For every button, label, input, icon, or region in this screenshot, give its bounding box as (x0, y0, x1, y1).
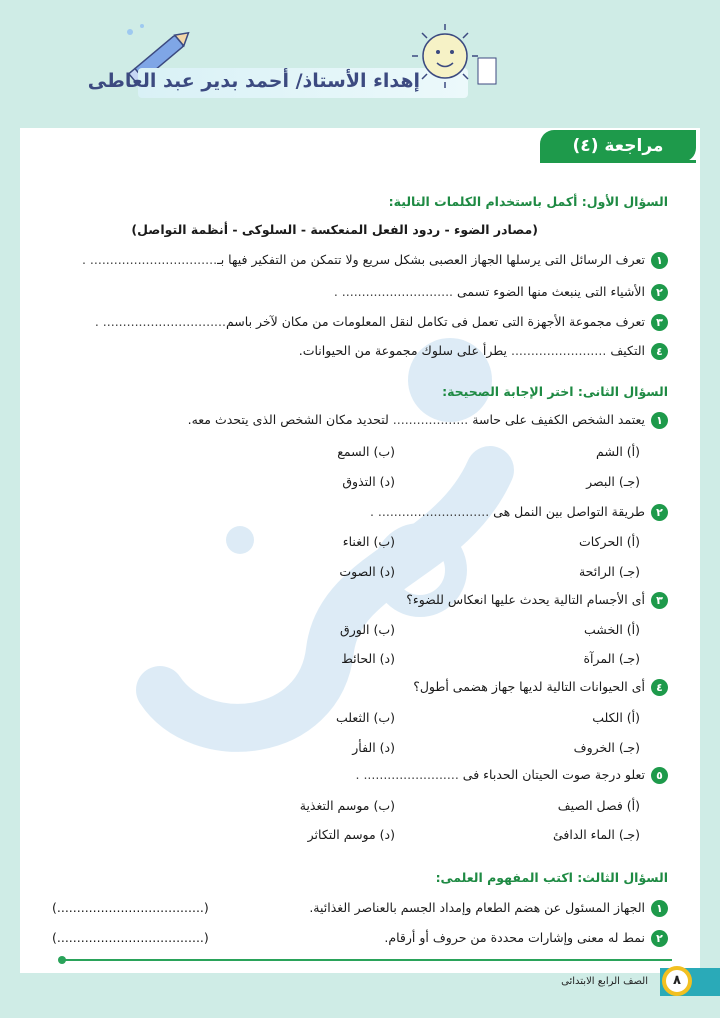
item-number: ٢ (651, 504, 668, 521)
option-d[interactable]: (د) التذوق (342, 474, 395, 489)
section-title-underline (540, 160, 696, 163)
item-text: أى الحيوانات التالية لديها جهاز هضمى أطول؟ (413, 679, 645, 694)
item-number: ٢ (651, 284, 668, 301)
option-a[interactable]: (أ) الكلب (592, 710, 640, 725)
option-a[interactable]: (أ) الحركات (579, 534, 640, 549)
q1-item-2 (334, 284, 668, 301)
item-number: ٢ (651, 930, 668, 947)
item-number: ١ (651, 252, 668, 269)
q1-item-4 (299, 343, 668, 360)
item-text: تعلو درجة صوت الحيتان الحدباء فى (462, 767, 645, 782)
option-d[interactable]: (د) الفأر (352, 740, 395, 755)
q1-item-1 (82, 252, 668, 269)
item-text: الجهاز المسئول عن هضم الطعام وإمداد الجسم بالعناصر الغذائية. (309, 900, 645, 915)
option-c[interactable]: (جـ) البصر (586, 474, 640, 489)
q1-heading: السؤال الأول: أكمل باستخدام الكلمات التالية: (388, 194, 668, 209)
item-number: ١ (651, 412, 668, 429)
option-b[interactable]: (ب) السمع (337, 444, 395, 459)
option-a[interactable]: (أ) فصل الصيف (557, 798, 640, 813)
q2-heading: السؤال الثانى: اختر الإجابة الصحيحة: (442, 384, 668, 399)
q3-heading: السؤال الثالث: اكتب المفهوم العلمى: (435, 870, 668, 885)
answer-blank[interactable]: ................... (392, 412, 469, 427)
item-text: يعتمد الشخص الكفيف على حاسة (472, 412, 645, 427)
item-text: التكيف (610, 343, 645, 358)
q1-word-bank: (مصادر الضوء - ردود الفعل المنعكسة - السلوكى - أنظمة التواصل) (131, 222, 538, 237)
dedication-text: إهداء الأستاذ/ أحمد بدير عبد العاطى (87, 70, 420, 92)
q3-item-2 (384, 930, 668, 947)
q1-item-3 (95, 314, 668, 331)
item-text: نمط له معنى وإشارات محددة من حروف أو أرقام. (384, 930, 645, 945)
option-b[interactable]: (ب) الغناء (342, 534, 395, 549)
item-text: تعرف الرسائل التى يرسلها الجهاز العصبى بشكل سريع ولا تتمكن من التفكير فيها بـ (217, 252, 645, 267)
item-text: طريقة التواصل بين النمل هى (493, 504, 645, 519)
option-a[interactable]: (أ) الخشب (584, 622, 640, 637)
q2-item-1 (188, 412, 668, 429)
item-text: أى الأجسام التالية يحدث عليها انعكاس للضوء؟ (406, 592, 645, 607)
answer-blank[interactable]: ........................ (510, 343, 607, 358)
item-text: يطرأ على سلوك مجموعة من الحيوانات. (298, 343, 507, 358)
q3-answer-blank-2[interactable]: (.....................................) (52, 930, 209, 945)
item-number: ٣ (651, 314, 668, 331)
grade-label: الصف الرابع الابتدائى (561, 976, 648, 987)
option-c[interactable]: (جـ) الخروف (573, 740, 640, 755)
item-number: ٤ (651, 679, 668, 696)
option-d[interactable]: (د) الحائط (341, 651, 395, 666)
header-banner (87, 18, 500, 98)
answer-blank[interactable]: ................................ . (81, 252, 218, 267)
answer-blank[interactable]: ............................ . (333, 284, 454, 299)
answer-blank[interactable]: ........................ . (355, 767, 459, 782)
sun-icon (400, 18, 500, 98)
page-number: ٨ (662, 966, 692, 996)
item-number: ٣ (651, 592, 668, 609)
option-d[interactable]: (د) موسم التكاثر (307, 827, 395, 842)
option-a[interactable]: (أ) الشم (596, 444, 640, 459)
q2-item-2 (370, 504, 668, 521)
item-number: ١ (651, 900, 668, 917)
option-c[interactable]: (جـ) الرائحة (578, 564, 640, 579)
option-d[interactable]: (د) الصوت (339, 564, 395, 579)
item-text: الأشياء التى ينبعث منها الضوء تسمى (457, 284, 645, 299)
option-b[interactable]: (ب) الورق (340, 622, 395, 637)
option-c[interactable]: (جـ) المرآة (583, 651, 640, 666)
q2-item-4 (413, 679, 668, 696)
item-number: ٤ (651, 343, 668, 360)
answer-blank[interactable]: ............................... . (94, 314, 226, 329)
section-title: مراجعة (٤) (540, 130, 696, 162)
item-text: تعرف مجموعة الأجهزة التى تعمل فى تكامل لنقل المعلومات من مكان لآخر باسم (225, 314, 645, 329)
q2-item-3 (406, 592, 668, 609)
item-text: لتحديد مكان الشخص الذى يتحدث معه. (187, 412, 389, 427)
q3-item-1 (309, 900, 668, 917)
option-b[interactable]: (ب) موسم التغذية (299, 798, 395, 813)
q3-answer-blank-1[interactable]: (.....................................) (52, 900, 209, 915)
option-c[interactable]: (جـ) الماء الدافئ (553, 827, 640, 842)
footer-rule (62, 959, 672, 961)
option-b[interactable]: (ب) الثعلب (336, 710, 395, 725)
q2-item-5 (356, 767, 669, 784)
answer-blank[interactable]: ............................ . (369, 504, 490, 519)
item-number: ٥ (651, 767, 668, 784)
